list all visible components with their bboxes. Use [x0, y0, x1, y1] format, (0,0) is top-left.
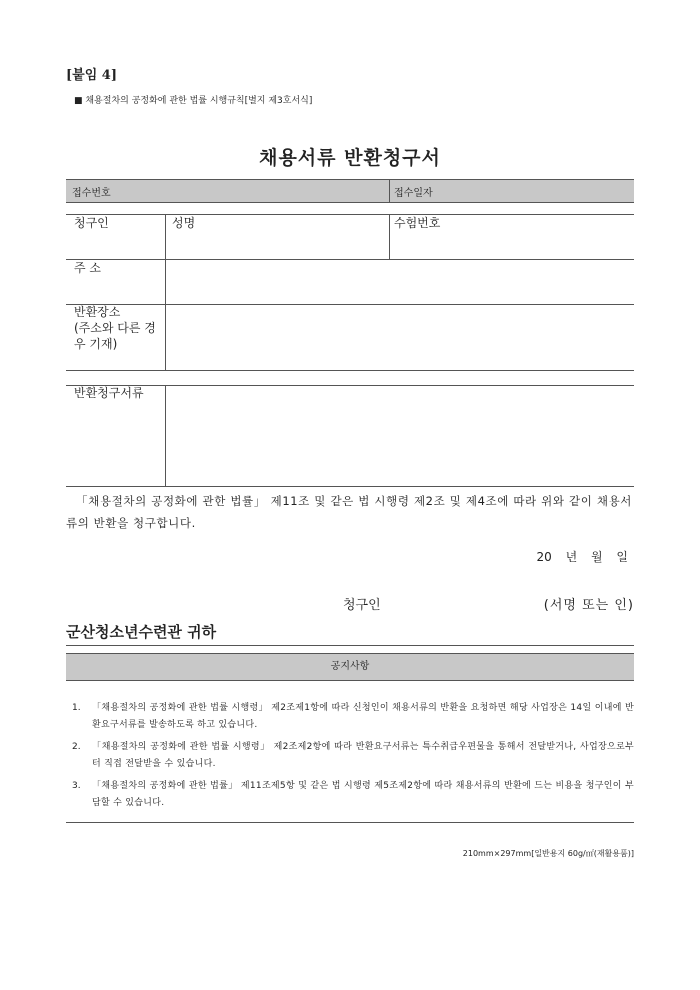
form-divider	[389, 214, 390, 259]
notice-number: 1.	[72, 703, 81, 713]
recipient-underline	[66, 645, 634, 646]
notice-number: 2.	[72, 742, 81, 752]
form-divider	[165, 214, 166, 370]
form-line	[66, 370, 634, 371]
exam-number-label: 수험번호	[394, 216, 441, 230]
recipient: 군산청소년수련관 귀하	[66, 623, 217, 641]
receipt-number-label: 접수번호	[72, 188, 111, 199]
form-line	[66, 486, 634, 487]
notice-item	[66, 739, 634, 773]
form-line	[66, 259, 634, 260]
receipt-bar	[66, 179, 634, 203]
form-top-line	[66, 214, 634, 215]
return-place-line: (주소와 다른 경	[74, 321, 156, 335]
form-divider	[165, 385, 166, 486]
notice-item	[66, 700, 634, 734]
name-label: 성명	[172, 216, 196, 230]
return-place-label	[74, 304, 156, 352]
statement-text: 「채용절차의 공정화에 관한 법률」 제11조 및 같은 법 시행령 제2조 및 제4조에 따라 위와 같이 채용서류의 반환을 청구합니다.	[66, 494, 632, 530]
notice-text: 「채용절차의 공정화에 관한 법률 시행령」 제2조제2항에 따라 반환요구서류는 특수취급우편물을 통해서 전달받거나, 사업장으로부터 직접 전달받을 수 있습니다.	[92, 742, 634, 769]
notice-bottom-line	[66, 822, 634, 823]
paper-spec: 210mm×297mm[일반용지 60g/㎡(재활용품)]	[462, 849, 634, 858]
return-place-line: 반환장소	[74, 305, 121, 319]
notice-title: 공지사항	[66, 653, 634, 681]
notice-item	[66, 778, 634, 812]
form-reference: ■ 채용절차의 공정화에 관한 법률 시행규칙[별지 제3호서식]	[74, 96, 313, 106]
address-label: 주 소	[74, 261, 101, 275]
page-title: 채용서류 반환청구서	[259, 147, 441, 169]
form-line	[66, 385, 634, 386]
notice-text: 「채용절차의 공정화에 관한 법률 시행령」 제2조제1항에 따라 신청인이 채용서류의 반환을 요청하면 해당 사업장은 14일 이내에 반환요구서류를 발송하도록 하고 있습니다.	[92, 703, 634, 730]
notice-number: 3.	[72, 781, 81, 791]
receipt-date-label: 접수일자	[394, 188, 433, 199]
documents-label: 반환청구서류	[74, 386, 144, 400]
claimant-label: 청구인	[74, 216, 109, 230]
claimant-sign-label: 청구인	[343, 598, 381, 613]
return-place-line: 우 기재)	[74, 337, 118, 351]
signature-label: (서명 또는 인)	[543, 598, 634, 613]
notice-text: 「채용절차의 공정화에 관한 법률」 제11조제5항 및 같은 법 시행령 제5조제2항에 따라 채용서류의 반환에 드는 비용을 청구인이 부담할 수 있습니다.	[92, 781, 634, 808]
date-line: 20 년 월 일	[536, 550, 628, 564]
notice-list	[66, 700, 634, 817]
attachment-label: [붙임 4]	[66, 68, 117, 83]
